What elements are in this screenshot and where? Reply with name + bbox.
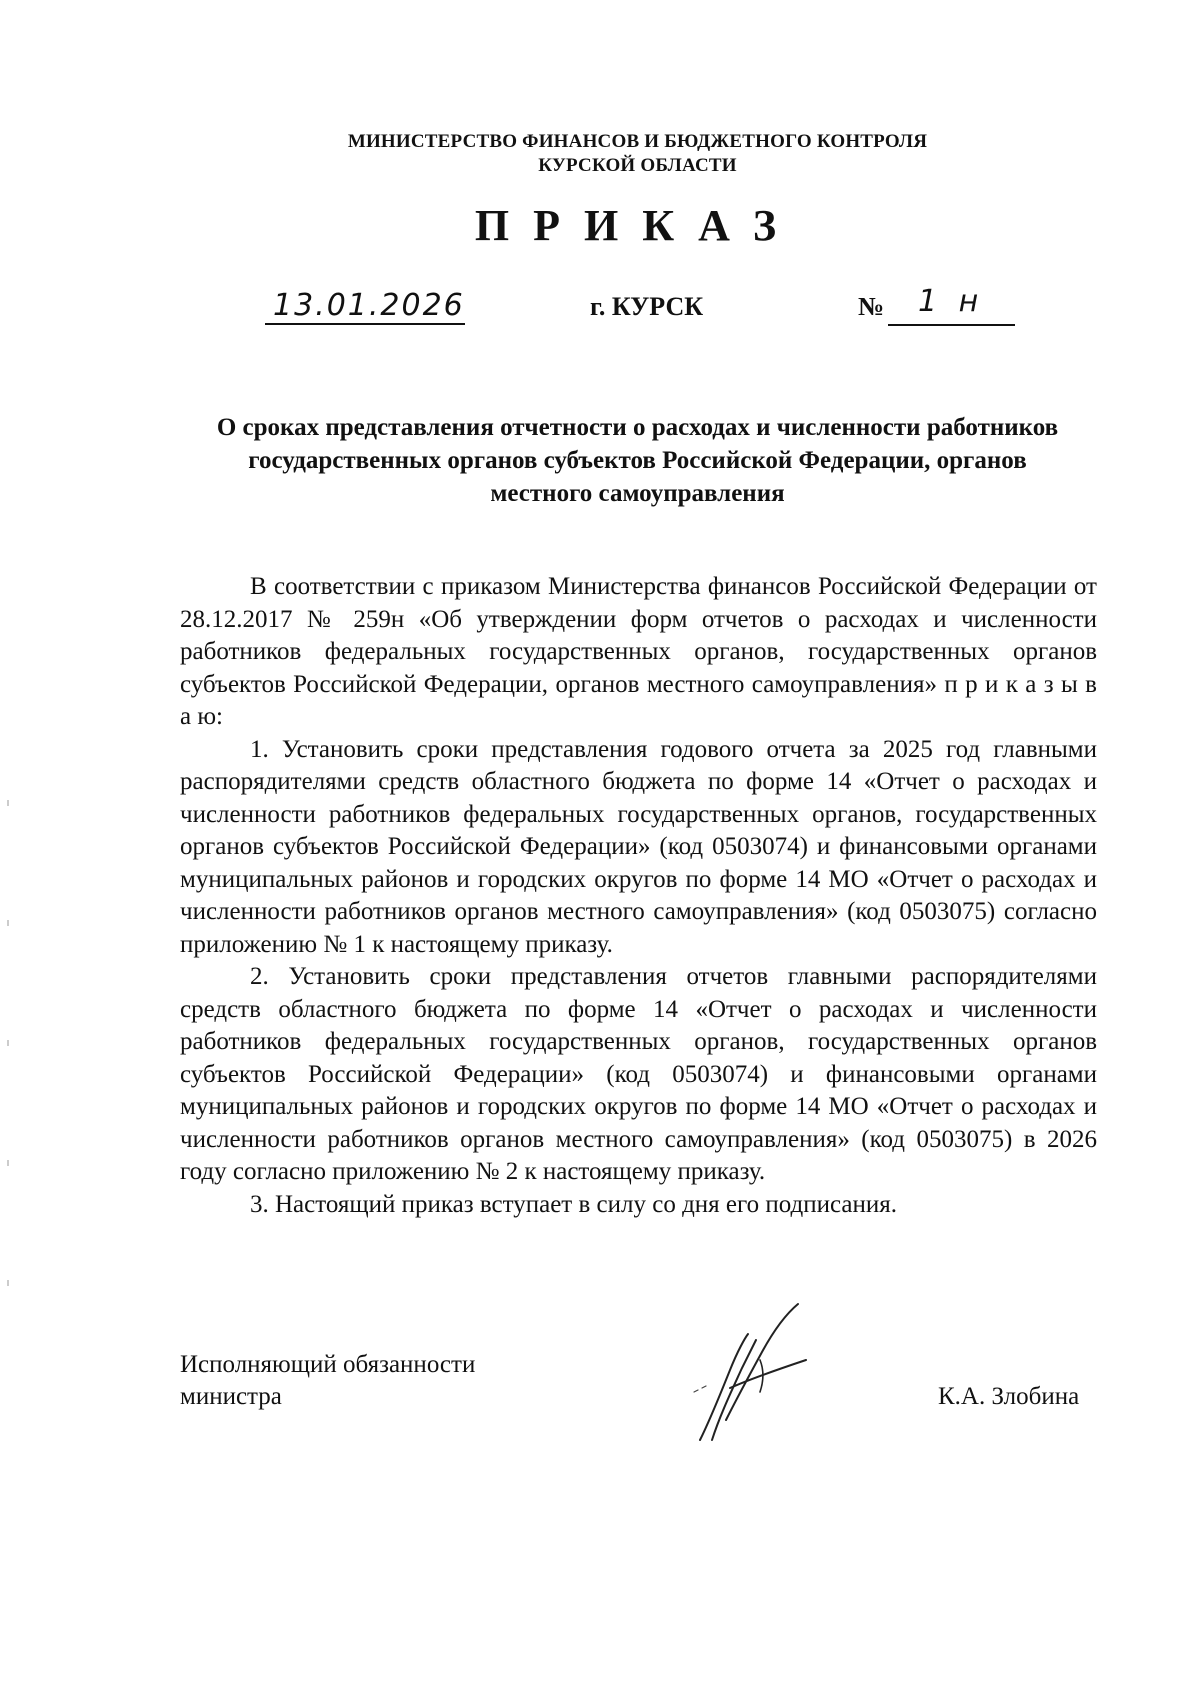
signer-position-line2: министра bbox=[180, 1383, 282, 1410]
date-underline bbox=[265, 323, 465, 325]
document-number: 1 н bbox=[918, 284, 985, 319]
document-subject: О сроках представления отчетности о расходах и численности работников государственных органов субъектов Российской Федерации, органов местного самоуправления bbox=[216, 414, 1059, 507]
order-item-1: 1. Установить сроки представления годового отчета за 2025 год главными распорядителями средств областного бюджета по форме 14 «Отчет о расходах и численности работников федеральных государственных органов, государственных органов субъектов Российской Федерации» (код 0503074) и финансовыми органами муниципальных районов и городских округов по форме 14 МО «Отчет о расходах и численности работников органов местного самоуправления» (код 0503075) согласно приложению № 1 к настоящему приказу. bbox=[180, 735, 1097, 958]
signer-name: К.А. Злобина bbox=[938, 1383, 1080, 1410]
number-underline bbox=[888, 324, 1015, 326]
order-item-3: 3. Настоящий приказ вступает в силу со дня его подписания. bbox=[250, 1190, 898, 1218]
ministry-header bbox=[0, 130, 1200, 178]
ministry-name-line2: КУРСКОЙ ОБЛАСТИ bbox=[538, 155, 737, 176]
document-date: 13.01.2026 bbox=[273, 288, 465, 323]
preamble-paragraph: В соответствии с приказом Министерства финансов Российской Федерации от 28.12.2017 № 259н «Об утверждении форм отчетов о расходах и численности работников федеральных государственных органов, государственных органов субъектов Российской Федерации, органов местного самоуправления» п р и к а з ы в а ю: bbox=[180, 573, 1097, 730]
order-item-2: 2. Установить сроки представления отчетов главными распорядителями средств областного бюджета по форме 14 «Отчет о расходах и численности работников федеральных государственных органов, государственных органов субъектов Российской Федерации» (код 0503074) и финансовыми органами муниципальных районов и городских округов по форме 14 МО «Отчет о расходах и численности работников органов местного самоуправления» (код 0503075) в 2026 году согласно приложению № 2 к настоящему приказу. bbox=[180, 963, 1097, 1185]
signer-position-line1: Исполняющий обязанности bbox=[180, 1351, 476, 1378]
document-meta-row bbox=[0, 284, 1200, 332]
ministry-name-line1: МИНИСТЕРСТВО ФИНАНСОВ И БЮДЖЕТНОГО КОНТРОЛЯ bbox=[347, 131, 928, 152]
scan-margin-marks bbox=[6, 800, 10, 1300]
handwritten-signature bbox=[690, 1300, 820, 1450]
signer-position bbox=[180, 1349, 475, 1413]
document-type-title: ПРИКАЗ bbox=[474, 201, 801, 250]
document-body bbox=[180, 571, 1097, 1221]
document-city: г. КУРСК bbox=[590, 292, 704, 321]
number-sign: № bbox=[858, 292, 885, 321]
